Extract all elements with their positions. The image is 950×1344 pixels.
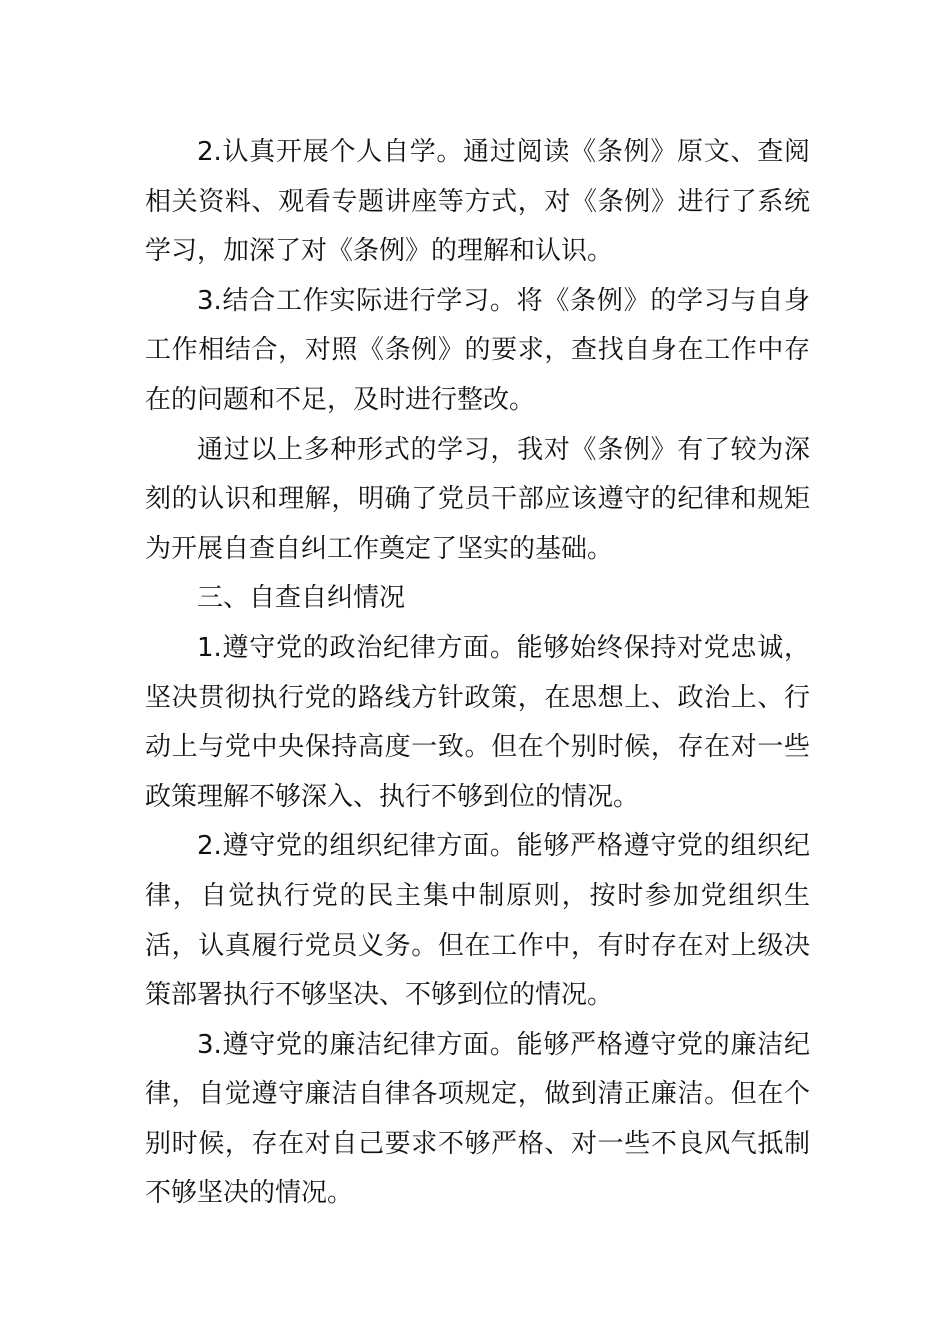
section-heading-self-inspection: 三、自查自纠情况 — [197, 583, 406, 614]
paragraph-integrity-discipline: 3.遵守党的廉洁纪律方面。能够严格遵守党的廉洁纪律，自觉遵守廉洁自律各项规定，做到清正廉洁。但在个别时候，存在对自己要求不够严格、对一些不良风气抵制不够坚决的情况。 — [145, 1029, 810, 1209]
paragraph-study-summary: 通过以上多种形式的学习，我对《条例》有了较为深刻的认识和理解，明确了党员干部应该遵守的纪律和规矩为开展自查自纠工作奠定了坚实的基础。 — [145, 434, 810, 564]
paragraph-political-discipline: 1.遵守党的政治纪律方面。能够始终保持对党忠诚，坚决贯彻执行党的路线方针政策，在思想上、政治上、行动上与党中央保持高度一致。但在个别时候，存在对一些政策理解不够深入、执行不够到位的情况。 — [145, 632, 810, 812]
paragraph-self-study: 2.认真开展个人自学。通过阅读《条例》原文、查阅相关资料、观看专题讲座等方式，对《条例》进行了系统学习，加深了对《条例》的理解和认识。 — [145, 137, 810, 267]
document-body — [145, 128, 810, 1219]
paragraph-work-practice-study: 3.结合工作实际进行学习。将《条例》的学习与自身工作相结合，对照《条例》的要求，查找自身在工作中存在的问题和不足，及时进行整改。 — [145, 285, 810, 415]
paragraph-organizational-discipline: 2.遵守党的组织纪律方面。能够严格遵守党的组织纪律，自觉执行党的民主集中制原则，按时参加党组织生活，认真履行党员义务。但在工作中，有时存在对上级决策部署执行不够坚决、不够到位的情况。 — [145, 831, 810, 1011]
